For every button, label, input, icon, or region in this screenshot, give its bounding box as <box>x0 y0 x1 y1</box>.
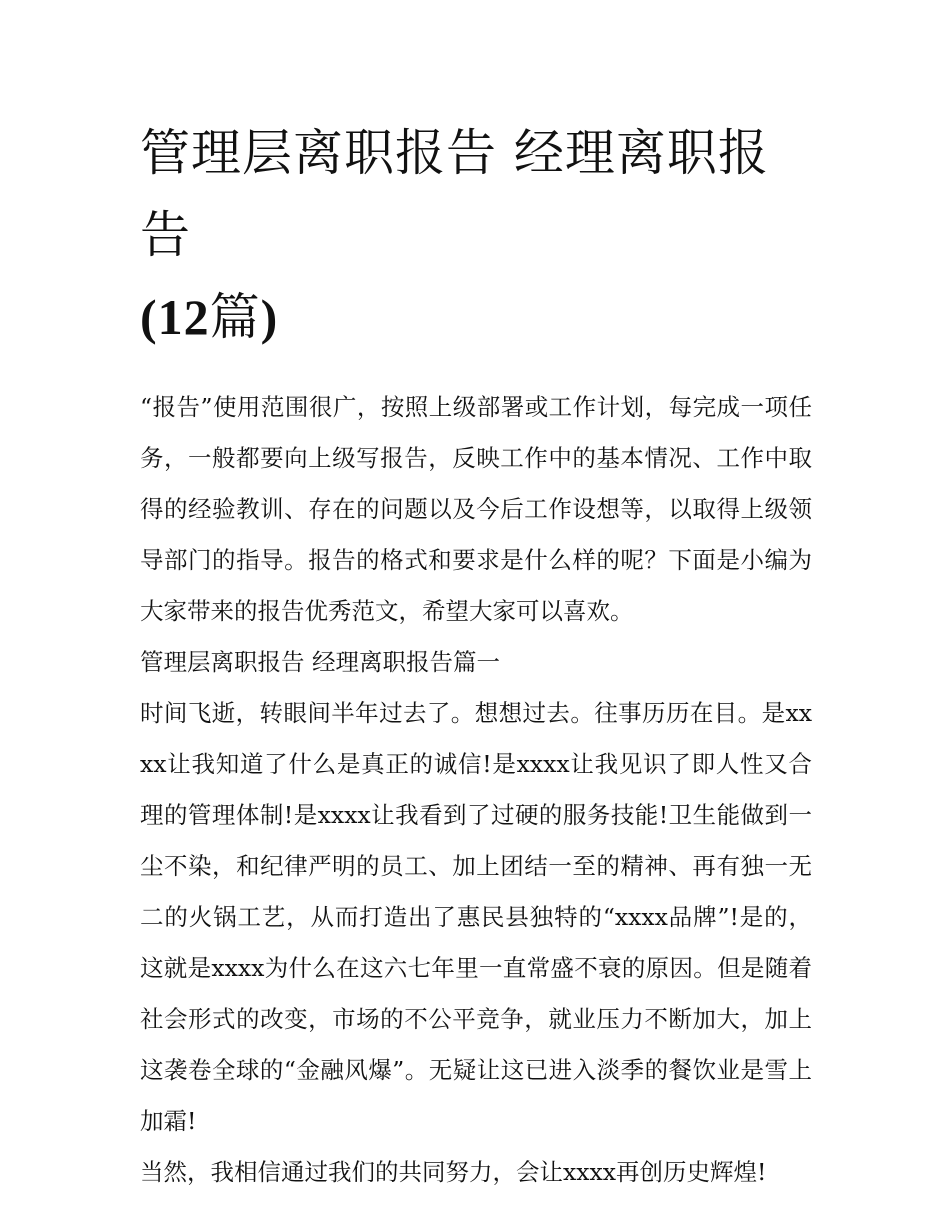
document-title <box>140 112 812 358</box>
intro-paragraph: “报告”使用范围很广，按照上级部署或工作计划，每完成一项任务，一般都要向上级写报告，反映工作中的基本情况、工作中取得的经验教训、存在的问题以及今后工作设想等，以取得上级领导部门的指导。报告的格式和要求是什么样的呢？下面是小编为大家带来的报告优秀范文，希望大家可以喜欢。 <box>140 393 812 625</box>
section-heading: 管理层离职报告 经理离职报告篇一 <box>140 648 500 676</box>
title-main: 管理层离职报告 经理离职报告 <box>140 124 769 264</box>
body-paragraph-2: 当然，我相信通过我们的共同努力，会让xxxx再创历史辉煌! <box>140 1158 767 1186</box>
title-unit: 篇 <box>209 288 261 346</box>
title-paren-close: ) <box>260 289 279 345</box>
body-paragraph-1: 时间飞逝，转眼间半年过去了。想想过去。往事历历在目。是xxxx让我知道了什么是真正的诚信!是xxxx让我见识了即人性又合理的管理体制!是xxxx让我看到了过硬的服务技能!卫生能做到一尘不染，和纪律严明的员工、加上团结一至的精神、再有独一无二的火锅工艺，从而打造出了惠民县独特的“xxxx品牌”!是的，这就是xxxx为什么在这六七年里一直常盛不衰的原因。但是随着社会形式的改变，市场的不公平竞争，就业压力不断加大，加上这袭卷全球的“金融风爆”。无疑让这已进入淡季的餐饮业是雪上加霜! <box>140 699 812 1135</box>
title-paren-open: ( <box>140 289 158 345</box>
title-number: 12 <box>157 289 210 345</box>
document-body <box>140 112 812 1198</box>
